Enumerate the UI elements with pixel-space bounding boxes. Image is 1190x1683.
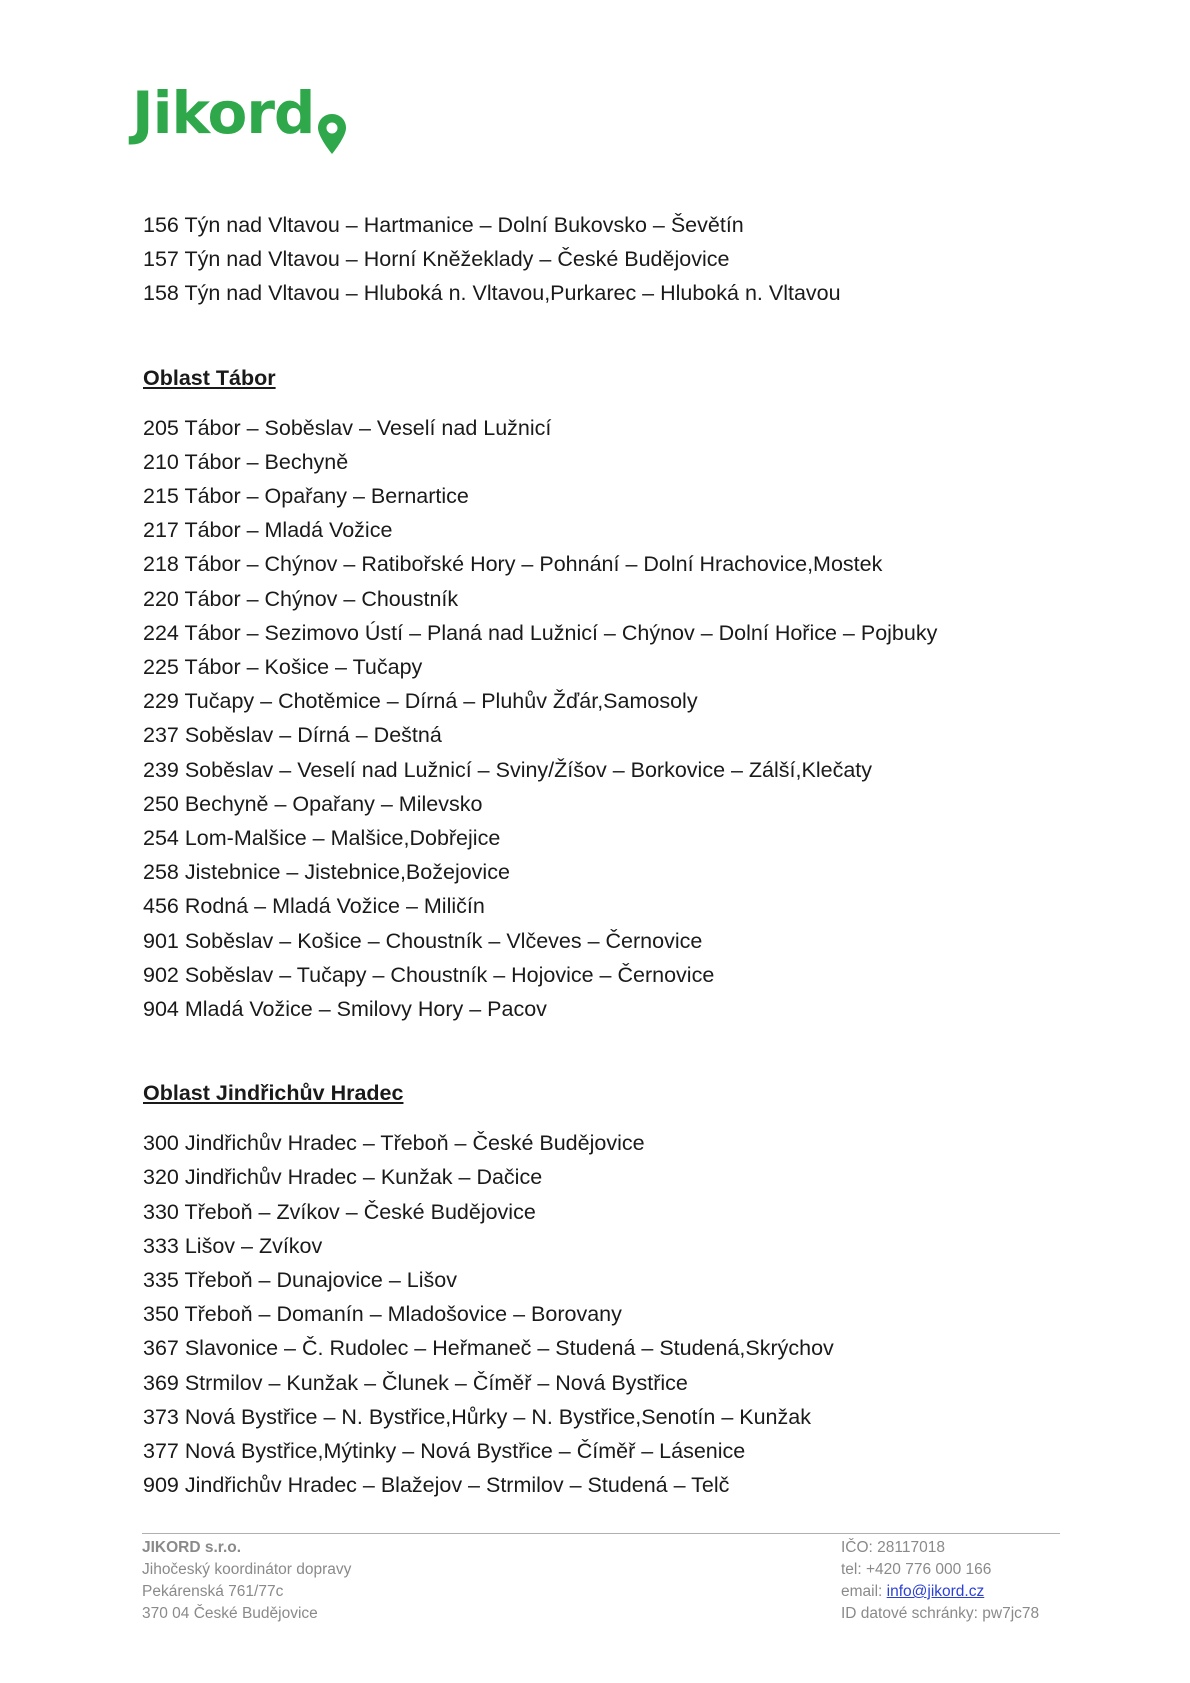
location-pin-icon (316, 112, 348, 156)
route-line: 157 Týn nad Vltavou – Horní Kněžeklady – České Budějovice (143, 247, 730, 272)
route-line: 224 Tábor – Sezimovo Ústí – Planá nad Lužnicí – Chýnov – Dolní Hořice – Pojbuky (143, 620, 938, 645)
footer-email-row (841, 1581, 1039, 1603)
footer-divider (142, 1533, 1060, 1534)
section-routes-jindrichuv-hradec (143, 1126, 1103, 1502)
footer-street: Pekárenská 761/77c (142, 1583, 284, 1600)
route-line: 225 Tábor – Košice – Tučapy (143, 655, 423, 680)
section-routes-tabor (143, 411, 1103, 1027)
route-line: 239 Soběslav – Veselí nad Lužnicí – Sviny/Žíšov – Borkovice – Zálší,Klečaty (143, 757, 872, 782)
footer-databox: ID datové schránky: pw7jc78 (841, 1605, 1040, 1622)
logo-text: Jikord (132, 79, 315, 147)
jikord-logo (132, 78, 348, 158)
route-line: 901 Soběslav – Košice – Choustník – Vlčeves – Černovice (143, 928, 703, 953)
route-line: 367 Slavonice – Č. Rudolec – Heřmaneč – Studená – Studená,Skrýchov (143, 1336, 834, 1361)
route-line: 300 Jindřichův Hradec – Třeboň – České Budějovice (143, 1131, 645, 1156)
route-line: 377 Nová Bystřice,Mýtinky – Nová Bystřice – Číměř – Lásenice (143, 1439, 746, 1464)
footer-contact-info (841, 1537, 1039, 1625)
route-line: 158 Týn nad Vltavou – Hluboká n. Vltavou,Purkarec – Hluboká n. Vltavou (143, 281, 841, 306)
route-line: 333 Lišov – Zvíkov (143, 1233, 323, 1258)
footer-phone: tel: +420 776 000 166 (841, 1561, 992, 1578)
route-line: 902 Soběslav – Tučapy – Choustník – Hojovice – Černovice (143, 962, 715, 987)
intro-routes (143, 208, 1103, 311)
route-line: 369 Strmilov – Kunžak – Člunek – Číměř – Nová Bystřice (143, 1370, 688, 1395)
footer-email-link[interactable]: info@jikord.cz (886, 1583, 985, 1600)
route-line: 904 Mladá Vožice – Smilovy Hory – Pacov (143, 997, 547, 1022)
route-line: 205 Tábor – Soběslav – Veselí nad Lužnicí (143, 415, 552, 440)
route-line: 320 Jindřichův Hradec – Kunžak – Dačice (143, 1165, 543, 1190)
route-line: 229 Tučapy – Chotěmice – Dírná – Pluhův Žďár,Samosoly (143, 689, 698, 714)
route-line: 215 Tábor – Opařany – Bernartice (143, 484, 469, 509)
route-line: 250 Bechyně – Opařany – Milevsko (143, 791, 483, 816)
route-line: 350 Třeboň – Domanín – Mladošovice – Borovany (143, 1302, 622, 1327)
route-line: 335 Třeboň – Dunajovice – Lišov (143, 1268, 457, 1293)
footer-ico: IČO: 28117018 (841, 1539, 945, 1556)
route-line: 330 Třeboň – Zvíkov – České Budějovice (143, 1199, 536, 1224)
route-line: 156 Týn nad Vltavou – Hartmanice – Dolní Bukovsko – Ševětín (143, 213, 744, 237)
section-title-jindrichuv-hradec: Oblast Jindřichův Hradec (143, 1081, 404, 1106)
route-line: 456 Rodná – Mladá Vožice – Miličín (143, 894, 485, 919)
section-title-tabor: Oblast Tábor (143, 365, 276, 390)
route-line: 218 Tábor – Chýnov – Ratibořské Hory – Pohnání – Dolní Hrachovice,Mostek (143, 552, 883, 577)
route-list (143, 208, 1103, 1503)
footer-company-info (142, 1537, 351, 1625)
footer-city: 370 04 České Budějovice (142, 1605, 318, 1622)
route-line: 258 Jistebnice – Jistebnice,Božejovice (143, 860, 510, 885)
route-line: 237 Soběslav – Dírná – Deštná (143, 723, 442, 748)
footer-company-name: JIKORD s.r.o. (142, 1539, 242, 1556)
route-line: 210 Tábor – Bechyně (143, 449, 349, 474)
footer-email-label: email: (841, 1583, 887, 1600)
footer-company-subtitle: Jihočeský koordinátor dopravy (142, 1561, 352, 1578)
route-line: 254 Lom-Malšice – Malšice,Dobřejice (143, 826, 501, 851)
route-line: 217 Tábor – Mladá Vožice (143, 518, 393, 543)
route-line: 909 Jindřichův Hradec – Blažejov – Strmilov – Studená – Telč (143, 1473, 730, 1498)
route-line: 220 Tábor – Chýnov – Choustník (143, 586, 459, 611)
route-line: 373 Nová Bystřice – N. Bystřice,Hůrky – N. Bystřice,Senotín – Kunžak (143, 1404, 811, 1429)
